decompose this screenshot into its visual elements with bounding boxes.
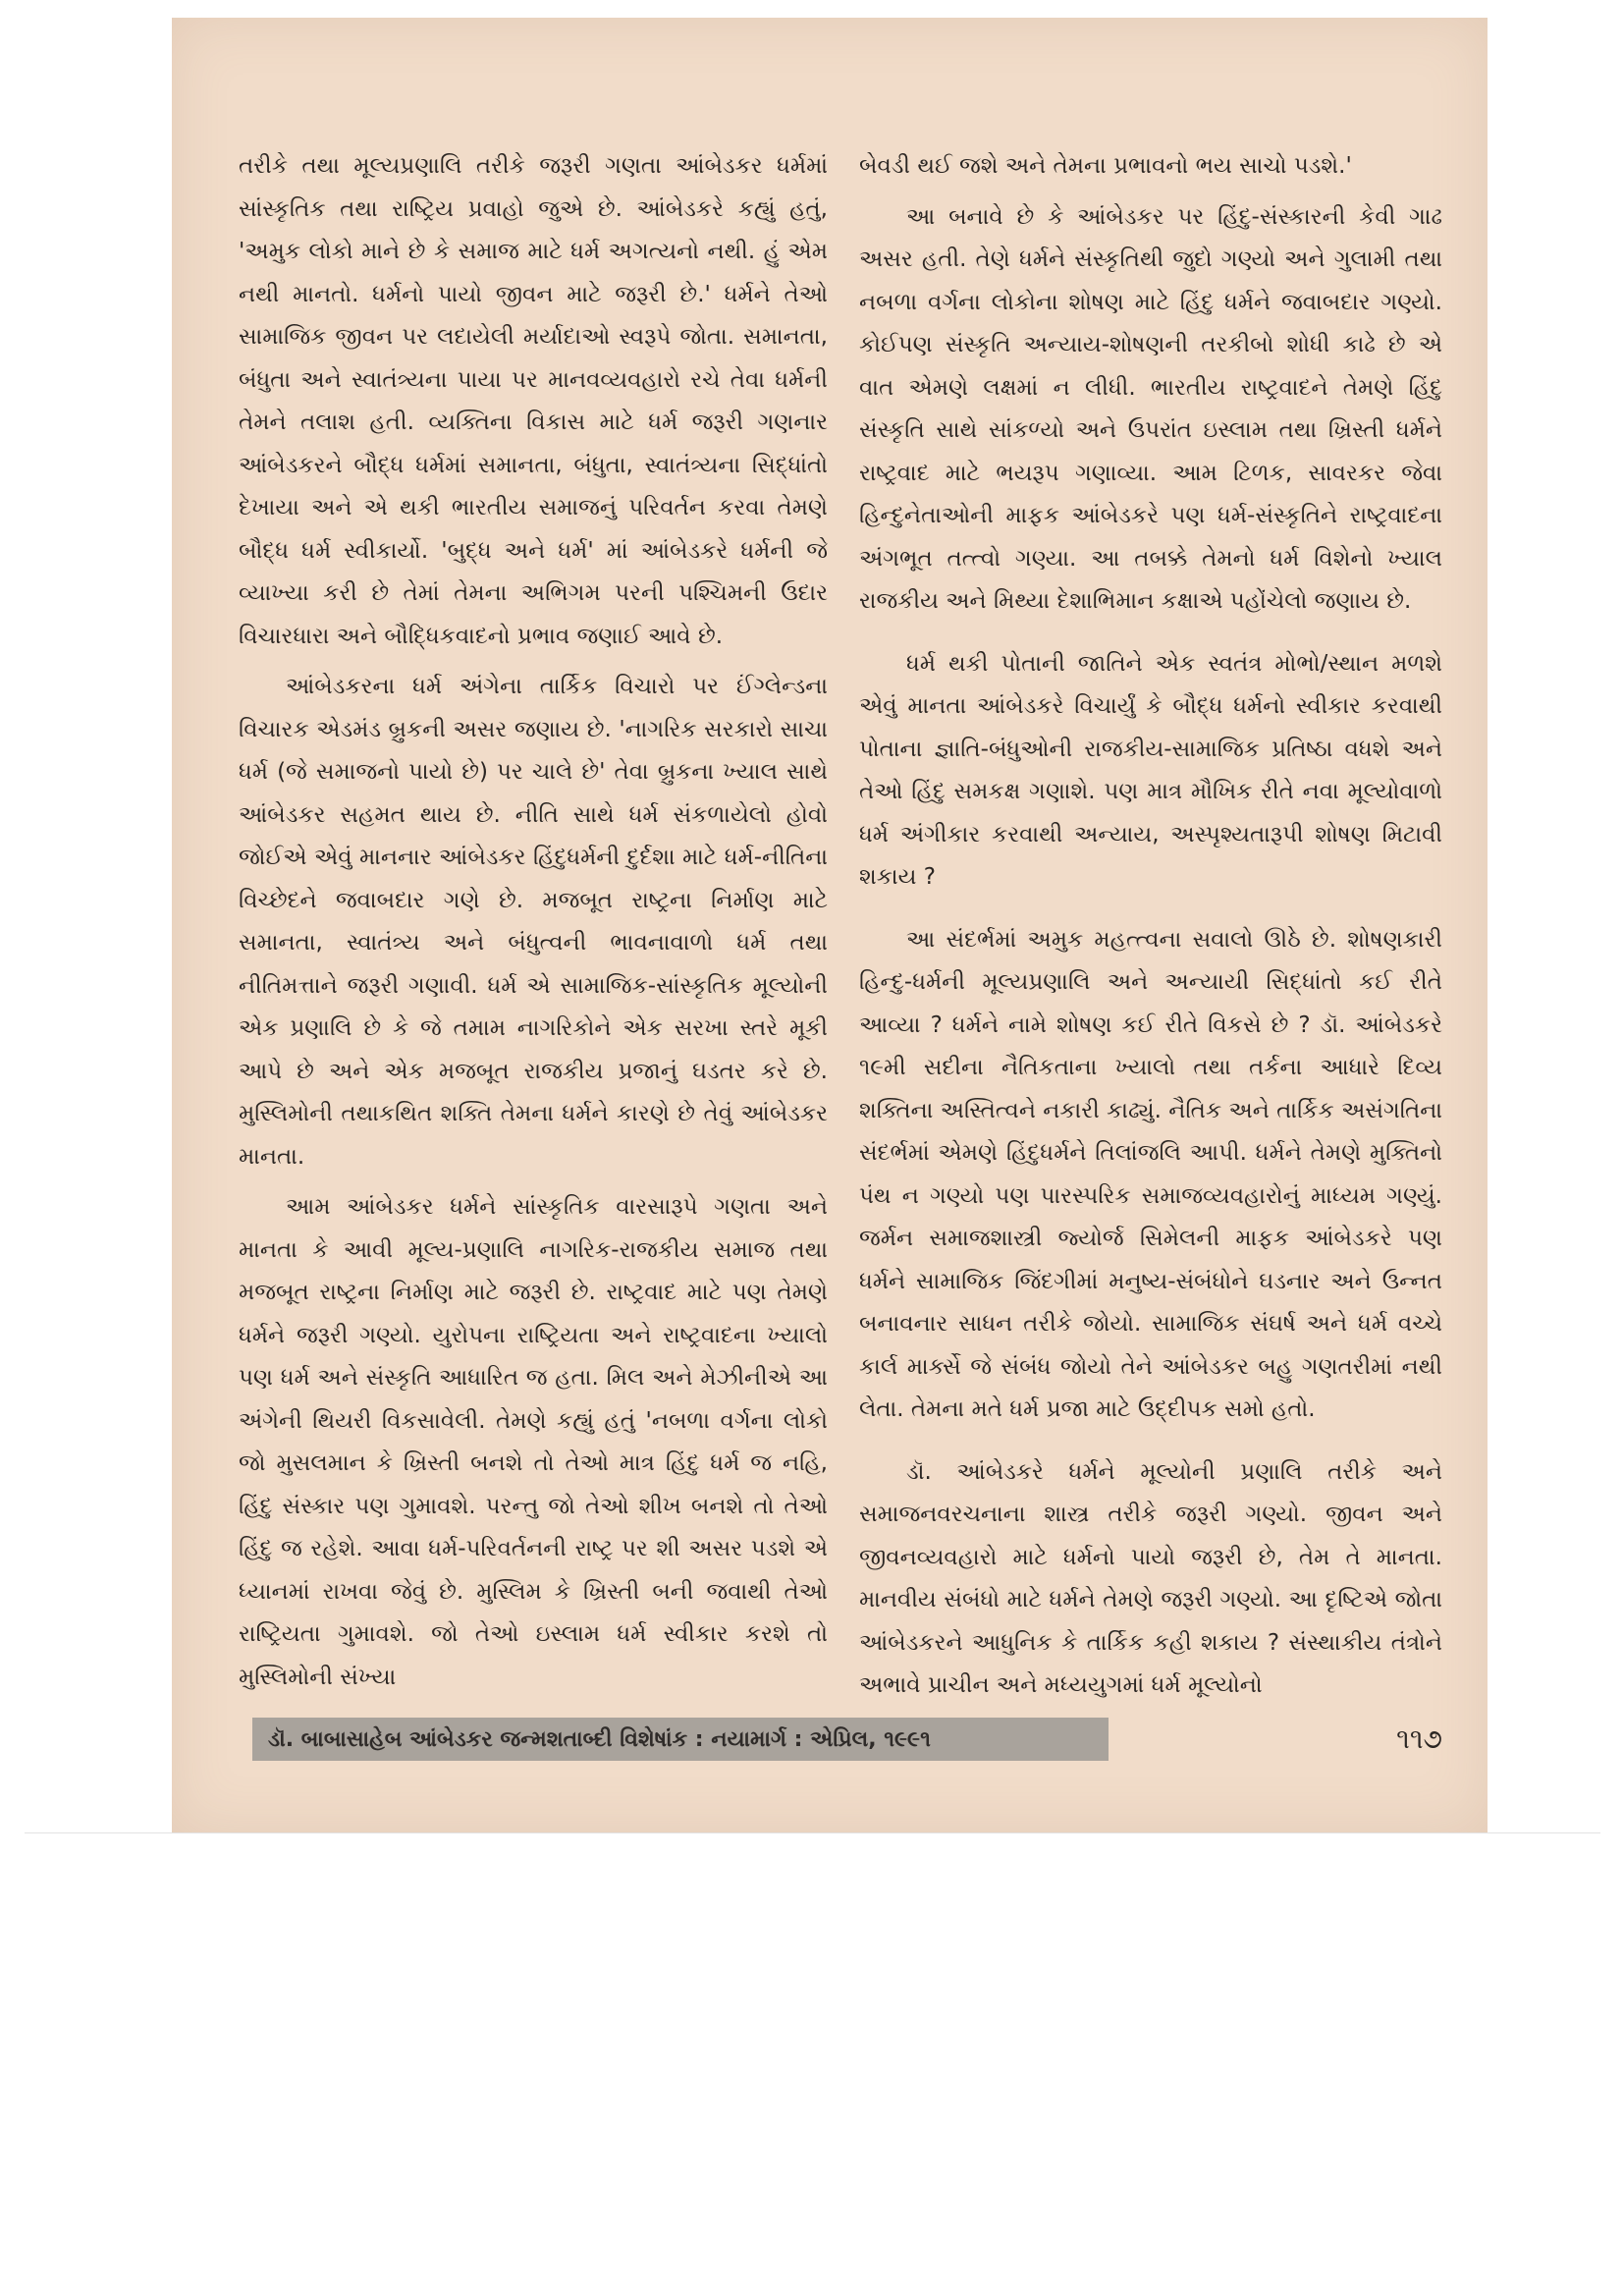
paragraph: આ બનાવે છે કે આંબેડકર પર હિંદુ-સંસ્કારની કેવી ગાઢ અસર હતી. તેણે ધર્મને સંસ્કૃતિથી જુદો ગણ્યો અને ગુલામી તથા નબળા વર્ગના લોકોના શોષણ માટે હિંદુ ધર્મને જવાબદાર ગણ્યો. કોઈપણ સંસ્કૃતિ અન્યાય-શોષણની તરકીબો શોધી કાઢે છે એ વાત એમણે લક્ષમાં ન લીધી. ભારતીય રાષ્ટ્રવાદને તેમણે હિંદુ સંસ્કૃતિ સાથે સાંકળ્યો અને ઉપરાંત ઇસ્લામ તથા ખ્રિસ્તી ધર્મને રાષ્ટ્રવાદ માટે ભયરૂપ ગણાવ્યા. આમ ટિળક, સાવરકર જેવા હિન્દુનેતાઓની માફક આંબેડકરે પણ ધર્મ-સંસ્કૃતિને રાષ્ટ્રવાદના અંગભૂત તત્ત્વો ગણ્યા. આ તબક્કે તેમનો ધર્મ વિશેનો ખ્યાલ રાજકીય અને મિથ્યા દેશાભિમાન કક્ષાએ પહોંચેલો જણાય છે. [859,203,1442,614]
paragraph: આ સંદર્ભમાં અમુક મહત્ત્વના સવાલો ઊઠે છે. શોષણકારી હિન્દુ-ધર્મની મૂલ્યપ્રણાલિ અને અન્યાયી સિદ્ધાંતો કઈ રીતે આવ્યા ? ધર્મને નામે શોષણ કઈ રીતે વિકસે છે ? ડૉ. આંબેડકરે ૧૯મી સદીના નૈતિકતાના ખ્યાલો તથા તર્કના આધારે દિવ્ય શક્તિના અસ્તિત્વને નકારી કાઢ્યું. નૈતિક અને તાર્કિક અસંગતિના સંદર્ભમાં એમણે હિંદુધર્મને તિલાંજલિ આપી. ધર્મને તેમણે મુક્તિનો પંથ ન ગણ્યો પણ પારસ્પરિક સમાજવ્યવહારોનું માધ્યમ ગણ્યું. જર્મન સમાજશાસ્ત્રી જ્યોર્જ સિમેલની માફક આંબેડકરે પણ ધર્મને સામાજિક જિંદગીમાં મનુષ્ય-સંબંધોને ઘડનાર અને ઉન્નત બનાવનાર સાધન તરીકે જોયો. સામાજિક સંઘર્ષ અને ધર્મ વચ્ચે કાર્લ માર્ક્સે જે સંબંધ જોયો તેને આંબેડકર બહુ ગણતરીમાં નથી લેતા. તેમના મતે ધર્મ પ્રજા માટે ઉદ્દીપક સમો હતો. [859,926,1442,1422]
paragraph: ડૉ. આંબેડકરે ધર્મને મૂલ્યોની પ્રણાલિ તરીકે અને સમાજનવરચનાના શાસ્ત્ર તરીકે જરૂરી ગણ્યો. જીવન અને જીવનવ્યવહારો માટે ધર્મનો પાયો જરૂરી છે, તેમ તે માનતા. માનવીય સંબંધો માટે ધર્મને તેમણે જરૂરી ગણ્યો. આ દૃષ્ટિએ જોતા આંબેડકરને આધુનિક કે તાર્કિક કહી શકાય ? સંસ્થાકીય તંત્રોને અભાવે પ્રાચીન અને મધ્યયુગમાં ધર્મ મૂલ્યોનો [859,1458,1442,1698]
left-column [239,145,828,1707]
page-number: ૧૧૭ [1396,1722,1442,1755]
paragraph: ધર્મ થકી પોતાની જાતિને એક સ્વતંત્ર મોભો/સ્થાન મળશે એવું માનતા આંબેડકરે વિચાર્યું કે બૌદ્ધ ધર્મનો સ્વીકાર કરવાથી પોતાના જ્ઞાતિ-બંધુઓની રાજકીય-સામાજિક પ્રતિષ્ઠા વધશે અને તેઓ હિંદુ સમકક્ષ ગણાશે. પણ માત્ર મૌખિક રીતે નવા મૂલ્યોવાળો ધર્મ અંગીકાર કરવાથી અન્યાય, અસ્પૃશ્યતારૂપી શોષણ મિટાવી શકાય ? [859,650,1442,890]
page-footer [252,1715,1450,1764]
paragraph: તરીકે તથા મૂલ્યપ્રણાલિ તરીકે જરૂરી ગણતા આંબેડકર ધર્મમાં સાંસ્કૃતિક તથા રાષ્ટ્રિય પ્રવાહો જુએ છે. આંબેડકરે કહ્યું હતું, 'અમુક લોકો માને છે કે સમાજ માટે ધર્મ અગત્યનો નથી. હું એમ નથી માનતો. ધર્મનો પાયો જીવન માટે જરૂરી છે.' ધર્મને તેઓ સામાજિક જીવન પર લદાયેલી મર્યાદાઓ સ્વરૂપે જોતા. સમાનતા, બંધુતા અને સ્વાતંત્ર્યના પાયા પર માનવવ્યવહારો રચે તેવા ધર્મની તેમને તલાશ હતી. વ્યક્તિના વિકાસ માટે ધર્મ જરૂરી ગણનાર આંબેડકરને બૌદ્ધ ધર્મમાં સમાનતા, બંધુતા, સ્વાતંત્ર્યના સિદ્ધાંતો દેખાયા અને એ થકી ભારતીય સમાજનું પરિવર્તન કરવા તેમણે બૌદ્ધ ધર્મ સ્વીકાર્યો. 'બુદ્ધ અને ધર્મ' માં આંબેડકરે ધર્મની જે વ્યાખ્યા કરી છે તેમાં તેમના અભિગમ પરની પશ્ચિમની ઉદાર વિચારધારા અને બૌદ્ધિકવાદનો પ્રભાવ જણાઈ આવે છે. [239,153,828,649]
scanned-page [172,18,1488,1832]
right-column [859,145,1442,1716]
paragraph: બેવડી થઈ જશે અને તેમના પ્રભાવનો ભય સાચો પડશે.' [859,153,1352,179]
running-title: ડૉ. બાબાસાહેબ આંબેડકર જન્મશતાબ્દી વિશેષાંક : નયામાર્ગ : એપ્રિલ, ૧૯૯૧ [252,1718,1109,1761]
paragraph: આંબેડકરના ધર્મ અંગેના તાર્કિક વિચારો પર ઈંગ્લેન્ડના વિચારક એડમંડ બ્રુકની અસર જણાય છે. 'નાગરિક સરકારો સાચા ધર્મ (જે સમાજનો પાયો છે) પર ચાલે છે' તેવા બ્રુકના ખ્યાલ સાથે આંબેડકર સહમત થાય છે. નીતિ સાથે ધર્મ સંકળાયેલો હોવો જોઈએ એવું માનનાર આંબેડકર હિંદુધર્મની દુર્દશા માટે ધર્મ-નીતિના વિચ્છેદને જવાબદાર ગણે છે. મજબૂત રાષ્ટ્રના નિર્માણ માટે સમાનતા, સ્વાતંત્ર્ય અને બંધુત્વની ભાવનાવાળો ધર્મ તથા નીતિમત્તાને જરૂરી ગણાવી. ધર્મ એ સામાજિક-સાંસ્કૃતિક મૂલ્યોની એક પ્રણાલિ છે કે જે તમામ નાગરિકોને એક સરખા સ્તરે મૂકી આપે છે અને એક મજબૂત રાજકીય પ્રજાનું ઘડતર કરે છે. મુસ્લિમોની તથાકથિત શક્તિ તેમના ધર્મને કારણે છે તેવું આંબેડકર માનતા. [239,674,828,1170]
divider [25,1832,1600,1833]
paragraph: આમ આંબેડકર ધર્મને સાંસ્કૃતિક વારસારૂપે ગણતા અને માનતા કે આવી મૂલ્ય-પ્રણાલિ નાગરિક-રાજકીય સમાજ તથા મજબૂત રાષ્ટ્રના નિર્માણ માટે જરૂરી છે. રાષ્ટ્રવાદ માટે પણ તેમણે ધર્મને જરૂરી ગણ્યો. યુરોપના રાષ્ટ્રિયતા અને રાષ્ટ્રવાદના ખ્યાલો પણ ધર્મ અને સંસ્કૃતિ આધારિત જ હતા. મિલ અને મેઝીનીએ આ અંગેની થિયરી વિકસાવેલી. તેમણે કહ્યું હતું 'નબળા વર્ગના લોકો જો મુસલમાન કે ખ્રિસ્તી બનશે તો તેઓ માત્ર હિંદુ ધર્મ જ નહિ, હિંદુ સંસ્કાર પણ ગુમાવશે. પરન્તુ જો તેઓ શીખ બનશે તો તેઓ હિંદુ જ રહેશે. આવા ધર્મ-પરિવર્તનની રાષ્ટ્ર પર શી અસર પડશે એ ધ્યાનમાં રાખવા જેવું છે. મુસ્લિમ કે ખ્રિસ્તી બની જવાથી તેઓ રાષ્ટ્રિયતા ગુમાવશે. જો તેઓ ઇસ્લામ ધર્મ સ્વીકાર કરશે તો મુસ્લિમોની સંખ્યા [239,1194,828,1690]
